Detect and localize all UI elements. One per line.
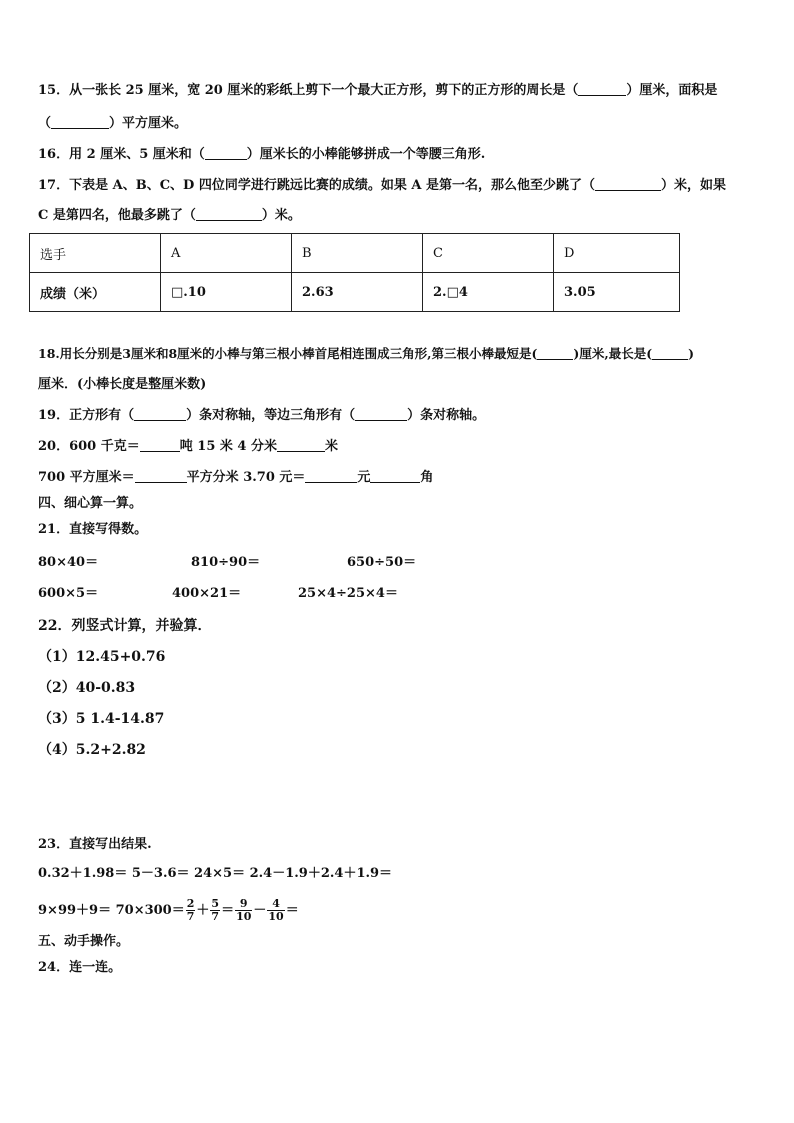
- table-cell: 选手: [30, 234, 161, 273]
- answer-blank[interactable]: [595, 178, 661, 191]
- table-cell: D: [554, 234, 680, 273]
- answer-blank[interactable]: [652, 347, 688, 360]
- answer-blank[interactable]: [205, 147, 247, 160]
- q22-title: 22．列竖式计算，并验算．: [38, 618, 212, 634]
- q15-line1: 15．从一张长 25 厘米，宽 20 厘米的彩纸上剪下一个最大正方形，剪下的正方形的周长是（ ）厘米，面积是: [38, 83, 718, 98]
- answer-blank[interactable]: [355, 408, 407, 421]
- q18-line1: 18.用长分别是3厘米和8厘米的小棒与第三根小棒首尾相连围成三角形,第三根小棒最短是( )厘米,最长是( ): [38, 346, 695, 361]
- q22-item: （3）5 1.4-14.87: [38, 711, 165, 727]
- answer-blank[interactable]: [196, 208, 262, 221]
- answer-blank[interactable]: [140, 439, 180, 452]
- answer-blank[interactable]: [578, 83, 626, 96]
- fraction: $\frac{2}{7}$: [186, 897, 195, 923]
- section-heading: 五、动手操作。: [38, 934, 130, 949]
- table-cell: □.10: [161, 273, 292, 312]
- answer-blank[interactable]: [134, 408, 186, 421]
- table-row: [30, 273, 680, 312]
- q17-line1: 17．下表是 A、B、C、D 四位同学进行跳远比赛的成绩。如果 A 是第一名，那么他至少跳了（ ）米，如果: [38, 178, 726, 193]
- q22-item: （2）40-0.83: [38, 680, 136, 696]
- table-cell: 3.05: [554, 273, 680, 312]
- q18-line2: 厘米．(小棒长度是整厘米数): [38, 377, 207, 392]
- results-table: [29, 233, 680, 312]
- q21-item: 80×40＝: [38, 555, 99, 570]
- answer-blank[interactable]: [51, 116, 109, 129]
- q22-item: （1）12.45+0.76: [38, 649, 166, 665]
- q16-line: 16．用 2 厘米、5 厘米和（ ）厘米长的小棒能够拼成一个等腰三角形.: [38, 147, 486, 162]
- answer-blank[interactable]: [305, 470, 357, 483]
- table-header-row: [30, 234, 680, 273]
- q24-title: 24．连一连。: [38, 960, 122, 975]
- answer-blank[interactable]: [277, 439, 325, 452]
- q23-line1: 0.32＋1.98＝ 5－3.6＝ 24×5＝ 2.4－1.9＋2.4＋1.9＝: [38, 866, 393, 881]
- q20-line1: 20．600 千克＝ 吨 15 米 4 分米 米: [38, 439, 339, 454]
- q21-item: 650÷50＝: [347, 555, 417, 570]
- q21-item: 400×21＝: [172, 586, 242, 601]
- q17-line2: C 是第四名，他最多跳了（ ）米。: [38, 208, 301, 223]
- answer-blank[interactable]: [370, 470, 420, 483]
- table-cell: 2.63: [292, 273, 423, 312]
- q15-line2: （ ）平方厘米。: [38, 116, 188, 131]
- answer-blank[interactable]: [537, 347, 573, 360]
- q23-title: 23．直接写出结果.: [38, 837, 152, 852]
- q21-item: 810÷90＝: [191, 555, 261, 570]
- fraction: $\frac{5}{7}$: [211, 897, 220, 923]
- q21-item: 600×5＝: [38, 586, 99, 601]
- table-cell: A: [161, 234, 292, 273]
- table-cell: C: [423, 234, 554, 273]
- table-cell: B: [292, 234, 423, 273]
- q23-line2: 9×99＋9＝ 70×300＝ $\frac{2}{7}$ ＋ $\frac{5}{7}$ ＝ $\frac{9}{10}$ － $\frac{4}{10}$ ＝: [38, 897, 299, 923]
- q21-title: 21．直接写得数。: [38, 522, 148, 537]
- q21-item: 25×4÷25×4＝: [298, 586, 398, 601]
- fraction: $\frac{9}{10}$: [236, 897, 252, 923]
- fraction: $\frac{4}{10}$: [268, 897, 284, 923]
- section-heading: 四、细心算一算。: [38, 496, 143, 511]
- q19-line: 19．正方形有（ ）条对称轴，等边三角形有（ ）条对称轴。: [38, 408, 486, 423]
- table-cell: 成绩（米）: [30, 273, 161, 312]
- q20-line2: 700 平方厘米＝ 平方分米 3.70 元＝ 元 角: [38, 470, 434, 485]
- q22-item: （4）5.2+2.82: [38, 742, 146, 758]
- table-cell: 2.□4: [423, 273, 554, 312]
- answer-blank[interactable]: [135, 470, 187, 483]
